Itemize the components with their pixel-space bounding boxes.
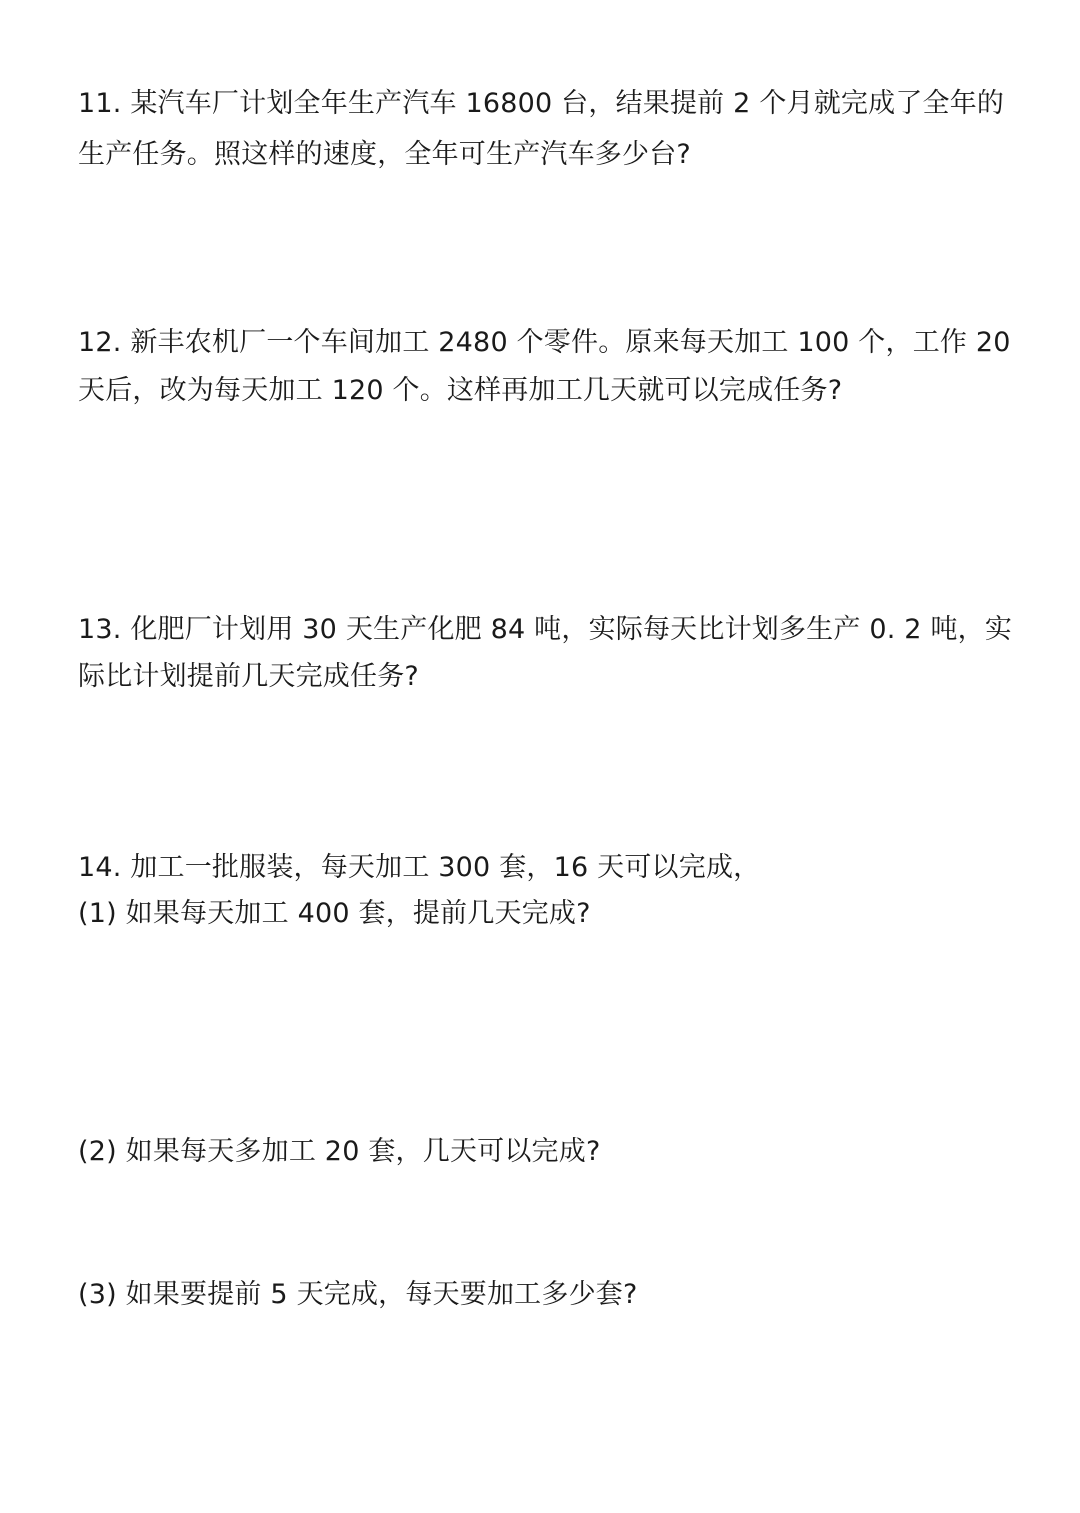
question-text-line: 12. 新丰农机厂一个车间加工 2480 个零件。原来每天加工 100 个，工作 20 — [78, 327, 1011, 358]
question-text-line: 际比计划提前几天完成任务? — [78, 661, 419, 692]
sub-question-1: (1) 如果每天加工 400 套，提前几天完成? — [78, 898, 591, 929]
question-text-line: 生产任务。照这样的速度，全年可生产汽车多少台? — [78, 139, 691, 170]
question-text-line: 天后，改为每天加工 120 个。这样再加工几天就可以完成任务? — [78, 375, 843, 406]
sub-question-3: (3) 如果要提前 5 天完成，每天要加工多少套? — [78, 1279, 638, 1310]
question-intro: 14. 加工一批服装，每天加工 300 套，16 天可以完成， — [78, 852, 761, 883]
sub-question-2: (2) 如果每天多加工 20 套，几天可以完成? — [78, 1136, 601, 1167]
question-text-line: 13. 化肥厂计划用 30 天生产化肥 84 吨，实际每天比计划多生产 0. 2 吨，实 — [78, 614, 1013, 645]
question-text-line: 11. 某汽车厂计划全年生产汽车 16800 台，结果提前 2 个月就完成了全年的 — [78, 88, 1005, 119]
